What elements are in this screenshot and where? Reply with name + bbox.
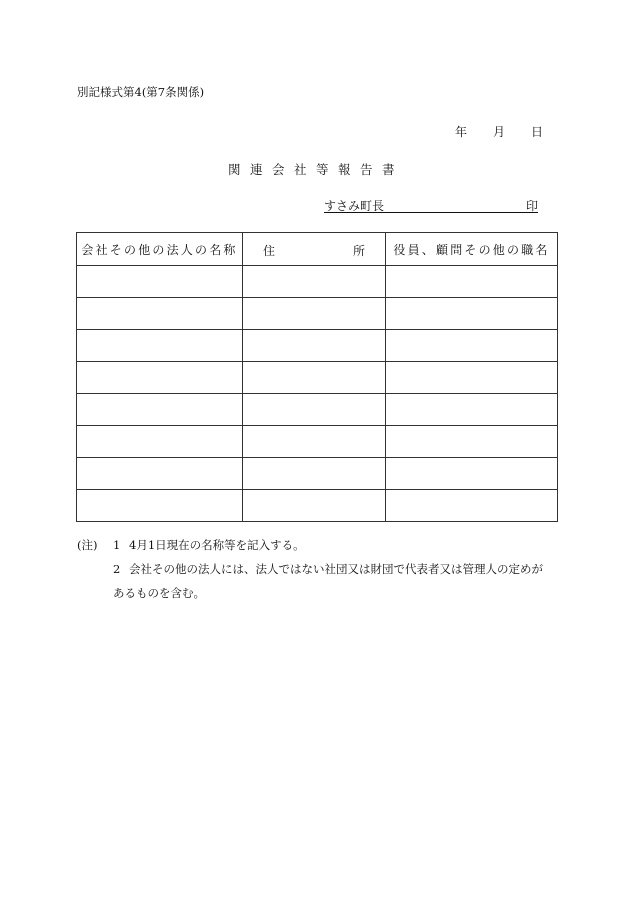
table-row [77,426,558,458]
mayor-title: すさみ町長 [324,199,385,213]
cell-position[interactable] [386,490,558,522]
cell-company-name[interactable] [77,490,243,522]
cell-address[interactable] [243,458,386,490]
cell-address[interactable] [243,362,386,394]
related-companies-table [76,232,558,522]
date-day-label: 日 [531,125,544,139]
header-position: 役員、顧問その他の職名 [386,233,558,266]
header-address-char2: 所 [352,244,365,258]
seal-mark: 印 [525,199,538,213]
cell-position[interactable] [386,330,558,362]
cell-company-name[interactable] [77,298,243,330]
cell-position[interactable] [386,426,558,458]
table-row [77,362,558,394]
addressee-line [324,197,538,213]
cell-company-name[interactable] [77,362,243,394]
date-line [455,123,543,140]
cell-company-name[interactable] [77,394,243,426]
table-row [77,458,558,490]
form-label: 別記様式第4(第7条関係) [77,85,205,99]
date-year-label: 年 [455,125,468,139]
cell-company-name[interactable] [77,458,243,490]
note-number: 1 [113,538,121,552]
cell-position[interactable] [386,394,558,426]
table-row [77,394,558,426]
document-title: 関連会社等報告書 [228,162,405,177]
table-row [77,266,558,298]
table-header-row [77,233,558,266]
cell-position[interactable] [386,298,558,330]
cell-position[interactable] [386,266,558,298]
cell-address[interactable] [243,298,386,330]
cell-company-name[interactable] [77,426,243,458]
notes-tag: (注) [77,538,98,552]
cell-company-name[interactable] [77,330,243,362]
table-row [77,298,558,330]
cell-address[interactable] [243,394,386,426]
cell-position[interactable] [386,458,558,490]
note-continuation: あるものを含む。 [113,586,205,600]
note-text: 会社その他の法人には、法人ではない社団又は財団で代表者又は管理人の定めが [129,562,543,576]
cell-company-name[interactable] [77,266,243,298]
cell-address[interactable] [243,330,386,362]
table-row [77,490,558,522]
note-number: 2 [113,562,121,576]
header-address [243,233,386,266]
cell-address[interactable] [243,266,386,298]
date-month-label: 月 [493,125,506,139]
table-row [77,330,558,362]
cell-address[interactable] [243,426,386,458]
header-address-char1: 住 [263,244,276,258]
cell-position[interactable] [386,362,558,394]
note-text: 4月1日現在の名称等を記入する。 [129,538,305,552]
header-company-name: 会社その他の法人の名称 [77,233,243,266]
cell-address[interactable] [243,490,386,522]
